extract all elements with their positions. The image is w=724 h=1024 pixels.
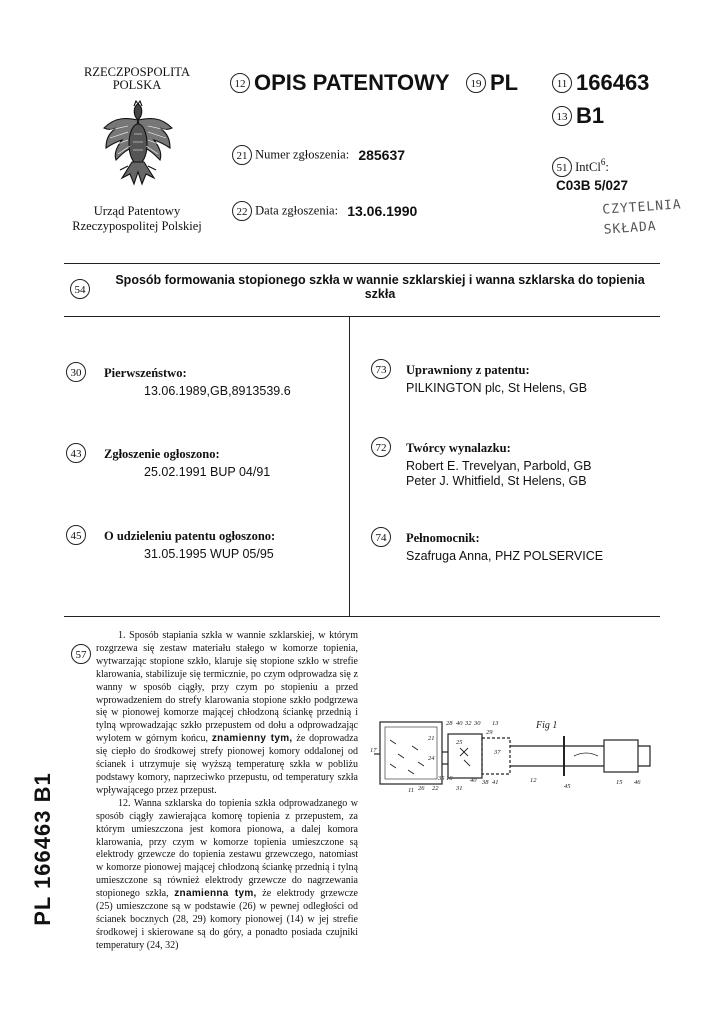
fig-number: 31 xyxy=(456,785,463,792)
column-divider xyxy=(349,317,350,617)
kind-code: B1 xyxy=(576,103,605,128)
field-priority xyxy=(66,362,86,382)
fig-number: 16 xyxy=(446,775,453,782)
attorney-label: Pełnomocnik: xyxy=(406,531,480,545)
proprietor-value: PILKINGTON plc, St Helens, GB xyxy=(406,381,588,395)
fields-divider xyxy=(64,616,660,617)
code-73: 73 xyxy=(371,359,391,379)
library-stamp xyxy=(602,195,684,240)
claims-code-wrap xyxy=(71,644,91,664)
code-57: 57 xyxy=(71,644,91,664)
fig-number: 41 xyxy=(492,779,499,786)
fig-number: 26 xyxy=(418,785,425,792)
fig-number: 15 xyxy=(616,779,623,786)
app-date: 13.06.1990 xyxy=(347,203,418,219)
code-72: 72 xyxy=(371,437,391,457)
fig-number: 13 xyxy=(492,720,499,727)
fig-number: 25 xyxy=(456,739,463,746)
patent-office-name xyxy=(56,204,218,234)
attorney-value: Szafruga Anna, PHZ POLSERVICE xyxy=(406,549,604,563)
fig-number: 11 xyxy=(408,787,415,794)
fig-number: 35 xyxy=(438,775,445,782)
grant-published-value: 31.05.1995 WUP 05/95 xyxy=(144,547,274,561)
intcl-colon: : xyxy=(605,159,609,174)
field-attorney xyxy=(371,527,391,547)
fig-number: 22 xyxy=(432,785,439,792)
kind-code-row xyxy=(552,103,604,129)
code-30: 30 xyxy=(66,362,86,382)
claim-12-text: 12. Wanna szklarska do topienia szkła odprowadzanego w sposób ciągły zawierająca komorę topienia z przepustem, za którym umieszczona jest komora pionowa, a dalej komora klarowania, przy czym w komorze topienia umieszczone są elektrody grzewcze do topienia zestawu grzewczego, natomiast w komorze pionowej mającej chłodzoną ściankę przednią i tylną umieszczone są również elektrody grzewcze do nagrzewania stopionego szkła, xyxy=(96,797,358,900)
code-43: 43 xyxy=(66,443,86,463)
office-line2: Rzeczypospolitej Polskiej xyxy=(72,219,202,233)
code-19: 19 xyxy=(466,73,486,93)
doc-type: OPIS PATENTOWY xyxy=(254,70,450,95)
field-grant-published xyxy=(66,525,86,545)
fig-number: 21 xyxy=(428,735,435,742)
fig-number: 17 xyxy=(370,747,377,754)
app-published-value: 25.02.1991 BUP 04/91 xyxy=(144,465,271,479)
inventor-1: Robert E. Trevelyan, Parbold, GB xyxy=(406,459,592,473)
side-patent-id: PL 166463 B1 xyxy=(30,772,55,926)
title-divider xyxy=(64,316,660,317)
claim-1-text: 1. Sposób stapiania szkła w wannie szklarskiej, w którym rozgrzewa się zestaw materiału stałego w komorze topienia, wytwarzając stopione szkło, klaruje się stopione szkło w strefie klarowania, stabilizuje się termicznie, po czym odprowadza się z wanny w sposób ciągły, przy czym po stopieniu a przed wprowadzeniem do strefy klarowania stopione szkło podgrzewa się w pionowej komorze mającej chłodzoną ściankę przednią i tylną wprowadzając szkło przepustem od dołu a odprowadzając wylotem w górnym końcu, xyxy=(96,630,358,745)
fig-number: 12 xyxy=(530,777,537,784)
fig-number: 30 xyxy=(474,720,481,727)
header-divider xyxy=(64,263,660,264)
code-45: 45 xyxy=(66,525,86,545)
office-line1: Urząd Patentowy xyxy=(93,204,181,218)
fig-label: Fig 1 xyxy=(536,720,558,731)
refining-chamber xyxy=(482,738,510,774)
invention-title xyxy=(100,273,660,301)
app-published-label: Zgłoszenie ogłoszono: xyxy=(104,447,220,461)
eagle-emblem xyxy=(98,100,178,192)
title-code-wrap xyxy=(70,279,90,299)
patent-number: 166463 xyxy=(576,70,650,95)
code-22: 22 xyxy=(232,201,252,221)
code-54: 54 xyxy=(70,279,90,299)
code-12: 12 xyxy=(230,73,250,93)
fig-number: 40 xyxy=(456,720,463,727)
code-51: 51 xyxy=(552,157,572,177)
country-name xyxy=(70,66,204,92)
app-number-label: Numer zgłoszenia: xyxy=(255,147,350,162)
melting-chamber xyxy=(380,722,442,784)
field-inventors xyxy=(371,437,391,457)
claim-1 xyxy=(96,630,358,798)
fig-number: 38 xyxy=(482,779,489,786)
claims-text xyxy=(96,630,358,953)
app-date-label: Data zgłoszenia: xyxy=(255,203,339,218)
country-code: PL xyxy=(490,70,519,95)
proprietor-label: Uprawniony z patentu: xyxy=(406,363,530,377)
grant-published-label: O udzieleniu patentu ogłoszono: xyxy=(104,529,276,543)
claim-12 xyxy=(96,798,358,953)
patent-number-row xyxy=(552,70,649,96)
doc-type-row xyxy=(230,70,450,96)
fig-number: 29 xyxy=(486,729,493,736)
priority-value: 13.06.1989,GB,8913539.6 xyxy=(144,384,291,398)
priority-label: Pierwszeństwo: xyxy=(104,366,187,380)
country-code-row xyxy=(466,70,518,96)
claim-1-end: że doprowadza się ciepło do środkowej strefy pionowej komory oddalonej od ścianek i utrzymuje się wyższą temperaturę szkła w pobliżu podstawy komory, naprzeciwko przepustu, od temperatury szkła wpływającego przez przepust. xyxy=(96,733,359,796)
inventors-label: Twórcy wynalazku: xyxy=(406,441,511,455)
intcl-row xyxy=(552,157,609,177)
stamp-line1: CZYTELNIA xyxy=(601,197,683,218)
claim-1-emph: znamienny tym, xyxy=(211,733,293,745)
technical-drawing xyxy=(368,712,668,796)
fig-number: 45 xyxy=(564,783,571,790)
code-13: 13 xyxy=(552,106,572,126)
intcl-sup: 6 xyxy=(600,157,606,167)
code-11: 11 xyxy=(552,73,572,93)
app-number: 285637 xyxy=(358,147,406,163)
country-line1: RZECZPOSPOLITA xyxy=(84,65,190,79)
code-21: 21 xyxy=(232,145,252,165)
claim-12-emph: znamienna tym, xyxy=(174,888,257,900)
fig-number: 37 xyxy=(494,749,501,756)
field-proprietor xyxy=(371,359,391,379)
title-line1: Sposób formowania stopionego szkła w wannie szklarskiej i wanna szklarska do topienia xyxy=(115,273,645,287)
title-line2: szkła xyxy=(364,287,396,301)
country-line2: POLSKA xyxy=(112,78,162,92)
intcl-label: IntCl xyxy=(575,159,601,174)
fig-number: 46 xyxy=(634,779,641,786)
code-74: 74 xyxy=(371,527,391,547)
intcl-value: C03B 5/027 xyxy=(556,178,629,193)
fig-number: 24 xyxy=(428,755,435,762)
app-number-row xyxy=(232,145,405,165)
stamp-line2: SKŁADA xyxy=(603,219,658,238)
conditioner-chamber xyxy=(604,740,638,772)
fig-number: 32 xyxy=(465,720,472,727)
app-date-row xyxy=(232,201,417,221)
fig-number: 28 xyxy=(446,720,453,727)
field-app-published xyxy=(66,443,86,463)
inventor-2: Peter J. Whitfield, St Helens, GB xyxy=(406,474,587,488)
claim-12-end: że elektrody grzewcze (25) umieszczone są w podstawie (26) w pewnej odległości od ścianek bocznych (28, 29) komory pionowej (14) w jej strefie środkowej i skierowane są do góry, a ponadto posiada czujniki temperatury (24, 32) xyxy=(96,888,358,951)
fig-number: 40 xyxy=(470,777,477,784)
vertical-chamber xyxy=(448,734,482,778)
